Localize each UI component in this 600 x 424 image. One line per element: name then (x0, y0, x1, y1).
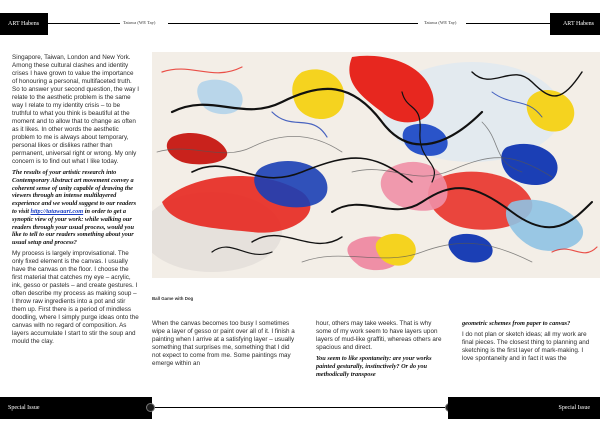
interview-question: You seem to like spontaneity: are your works painted gesturally, instinctively? Or do you methodically transpose (316, 355, 432, 378)
paragraph: I do not plan or sketch ideas; all my work are final pieces. The closest thing to planning and sketching is the first layer of mark-making. I love spontaneity and in fact it was the (462, 330, 590, 362)
interview-question: geometric schemes from paper to canvas? (462, 320, 571, 327)
footer-left (0, 397, 152, 419)
header-article-left: Tatawa (WE Tay) (123, 20, 156, 25)
footer-right (448, 397, 600, 419)
question-text: The results of your artistic research into Contemporary Abstract art movement convey a coherent sense of unity capable of drawing the viewers through an intense multilayered experience and we would suggest to our readers to visit (12, 169, 137, 215)
header-rule (466, 23, 550, 24)
header-magazine-right (550, 13, 600, 35)
column-right (462, 320, 592, 366)
page-number-left (146, 403, 155, 412)
interview-question (12, 169, 140, 247)
paragraph: Singapore, Taiwan, London and New York. Among these cultural clashes and identity crises I have grown to value the importance of honouring a personal, multifaceted truth. So to answer your second question, the way I relate to the aesthetic problem is the same way I relate to my identity crisis – to be truthful to what you think is beautiful at the moment and to allow that to change as often as it likes. In other words the aesthetic problem to me is always about temporary, personal likes or dislikes rather than permanent, universal right or wrong. My only concern is to find out what I like today. (12, 54, 140, 165)
header-article-right: Tatawa (WE Tay) (424, 20, 457, 25)
paragraph: hour, others may take weeks. That is why some of my work seem to have layers upon layers of mud-like graffiti, whereas others are spacious and direct. (316, 320, 442, 351)
artwork-image (152, 52, 600, 278)
paragraph: My process is largely improvisational. The only fixed element is the canvas. I usually have the canvas on the floor. I choose the first material that catches my eye – acrylic, ink, gesso or pastels – and create gestures. I often describe my process as making soup – I throw raw ingredients into a pot and stir them up. First there is a period of mindless doodling, where I simply purge ideas onto the canvas with no regard of composition. As layers accumulate I start to stir the soup and mould the clay. (12, 249, 139, 345)
magazine-name: ART Habens (562, 21, 594, 27)
footer-rule (152, 407, 448, 408)
header-magazine-left (0, 13, 48, 35)
column-left (12, 54, 140, 349)
abstract-painting (152, 52, 600, 278)
paragraph: When the canvas becomes too busy I sometimes wipe a layer of gesso or paint over all of it. I finish a painting when I arrive at a satisfying layer – usually something that surprises me, something that I did not expect to come from me. Some paintings may emerge within an (152, 320, 295, 367)
header-rule (48, 23, 120, 24)
magazine-name: ART Habens (8, 21, 40, 27)
column-mid-left (152, 320, 300, 371)
special-issue-label: Special Issue (558, 405, 590, 411)
question-text: in order to get a synoptic view of your work: while walking our readers through your usual process, would you like to tell to our readers something about your usual setup and process? (12, 207, 134, 247)
artwork-caption: Ball Game with Dog (152, 296, 194, 301)
website-link[interactable]: http://tatawaart.com (30, 207, 84, 215)
column-mid-right (316, 320, 446, 381)
header-rule (168, 23, 418, 24)
special-issue-label: Special Issue (8, 405, 40, 411)
